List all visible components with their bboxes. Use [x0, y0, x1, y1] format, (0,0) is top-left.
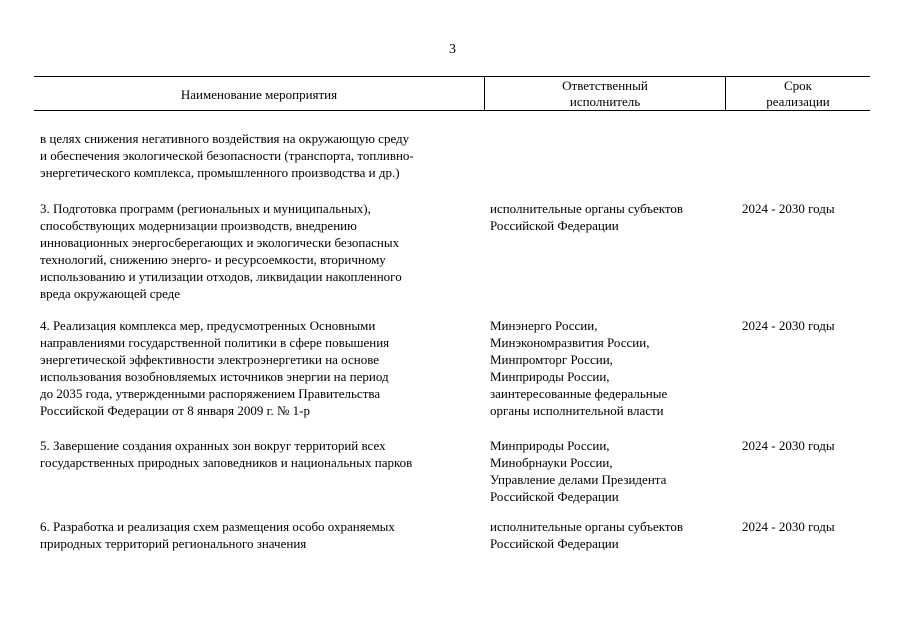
table-row-3-term: 2024 - 2030 годы — [742, 438, 835, 453]
table-row-2-name: 4. Реализация комплекса мер, предусмотренных Основными направлениями государственной политики в сфере повышения энергетической эффективности электроэнергетики на основе использования возобновляемых источников энергии на период до 2035 года, утвержденными распоряжением Правительства Российской Федерации от 8 января 2009 г. № 1-р — [40, 318, 390, 418]
header-term: Срок реализации — [766, 78, 830, 109]
header-bottom-border — [34, 110, 870, 111]
table-row-2-term: 2024 - 2030 годы — [742, 318, 835, 333]
table-row-3-name: 5. Завершение создания охранных зон вокруг территорий всех государственных природных заповедников и национальных парков — [40, 438, 413, 470]
header-responsible: Ответственный исполнитель — [562, 78, 648, 109]
table-top-border — [34, 76, 870, 77]
table-row-3-responsible: Минприроды России, Минобрнауки России, Управление делами Президента Российской Федерации — [490, 438, 667, 504]
page-number: 3 — [449, 42, 456, 57]
table-row-2-responsible: Минэнерго России, Минэкономразвития России, Минпромторг России, Минприроды России, заинтересованные федеральные органы исполнительной власти — [490, 318, 668, 418]
table-row-4-name: 6. Разработка и реализация схем размещения особо охраняемых природных территорий регионального значения — [40, 519, 395, 551]
table-row-1-name: 3. Подготовка программ (региональных и муниципальных), способствующих модернизации производств, внедрению инновационных энергосберегающих и экологически безопасных технологий, снижению энерго- и ресурсоемкости, вторичному использованию и утилизации отходов, ликвидации накопленного вреда окружающей среде — [40, 201, 402, 301]
table-row-4-responsible: исполнительные органы субъектов Российской Федерации — [490, 519, 684, 551]
table-row-1-term: 2024 - 2030 годы — [742, 201, 835, 216]
table-row-4-term: 2024 - 2030 годы — [742, 519, 835, 534]
table-row-0-name: в целях снижения негативного воздействия на окружающую среду и обеспечения экологической безопасности (транспорта, топливно- энергетического комплекса, промышленного производства и др.) — [40, 131, 414, 180]
header-name: Наименование мероприятия — [180, 87, 338, 102]
table-row-1-responsible: исполнительные органы субъектов Российской Федерации — [490, 201, 684, 233]
